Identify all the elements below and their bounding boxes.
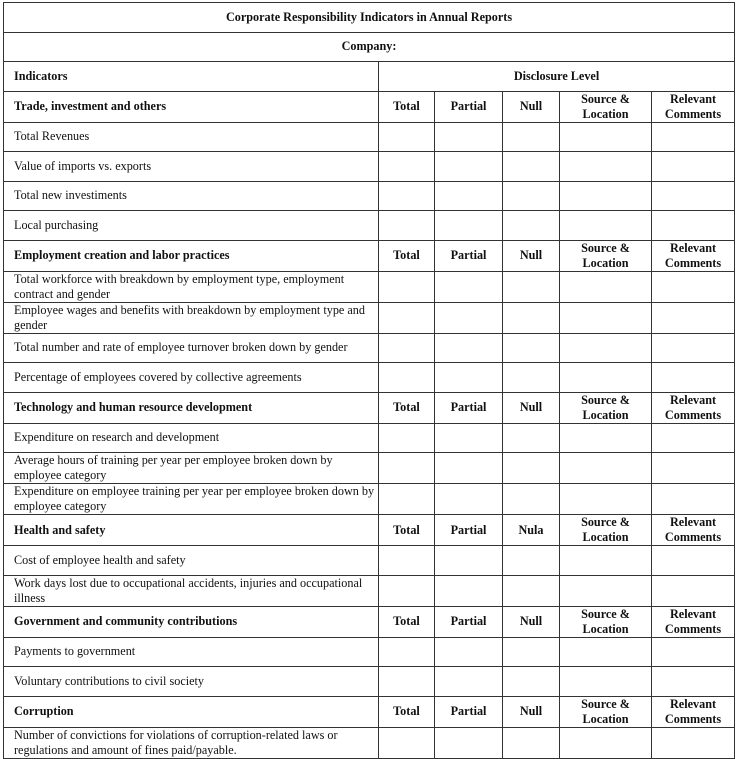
- cell-relevant-comments[interactable]: [652, 637, 735, 667]
- cell-total[interactable]: [379, 152, 435, 182]
- indicator-row: [4, 181, 735, 211]
- indicator-label: Local purchasing: [4, 211, 379, 241]
- column-header-relevant-comments: Relevant Comments: [652, 696, 735, 727]
- column-header-partial: Partial: [435, 515, 503, 546]
- cell-total[interactable]: [379, 667, 435, 697]
- indicator-row: [4, 423, 735, 453]
- indicator-row: [4, 546, 735, 576]
- cell-partial[interactable]: [435, 363, 503, 393]
- cell-null[interactable]: [503, 363, 560, 393]
- cell-source-location[interactable]: [560, 333, 652, 363]
- cell-partial[interactable]: [435, 637, 503, 667]
- column-header-source-location: Source & Location: [560, 392, 652, 423]
- cell-null[interactable]: [503, 302, 560, 333]
- cell-relevant-comments[interactable]: [652, 302, 735, 333]
- cell-partial[interactable]: [435, 333, 503, 363]
- cell-null[interactable]: [503, 484, 560, 515]
- cell-partial[interactable]: [435, 211, 503, 241]
- indicator-row: [4, 363, 735, 393]
- column-header-relevant-comments: Relevant Comments: [652, 392, 735, 423]
- cell-total[interactable]: [379, 302, 435, 333]
- indicator-label: Voluntary contributions to civil society: [4, 667, 379, 697]
- cell-partial[interactable]: [435, 423, 503, 453]
- section-header-row: [4, 392, 735, 423]
- cell-total[interactable]: [379, 575, 435, 606]
- indicator-label: Cost of employee health and safety: [4, 546, 379, 576]
- indicator-row: [4, 575, 735, 606]
- column-header-relevant-comments: Relevant Comments: [652, 515, 735, 546]
- cell-source-location[interactable]: [560, 546, 652, 576]
- section-title: Corruption: [4, 696, 379, 727]
- cell-total[interactable]: [379, 211, 435, 241]
- indicator-label: Expenditure on employee training per year per employee broken down by employee category: [4, 484, 379, 515]
- indicator-row: [4, 453, 735, 484]
- cell-partial[interactable]: [435, 667, 503, 697]
- column-header-partial: Partial: [435, 696, 503, 727]
- column-header-relevant-comments: Relevant Comments: [652, 91, 735, 122]
- indicators-header: Indicators: [4, 62, 379, 92]
- cell-total[interactable]: [379, 333, 435, 363]
- indicator-row: [4, 333, 735, 363]
- cell-null[interactable]: [503, 637, 560, 667]
- cell-relevant-comments[interactable]: [652, 546, 735, 576]
- cell-total[interactable]: [379, 453, 435, 484]
- cell-relevant-comments[interactable]: [652, 122, 735, 152]
- cell-source-location[interactable]: [560, 637, 652, 667]
- column-header-total: Total: [379, 606, 435, 637]
- cell-total[interactable]: [379, 363, 435, 393]
- section-header-row: [4, 240, 735, 271]
- cell-total[interactable]: [379, 271, 435, 302]
- cell-relevant-comments[interactable]: [652, 152, 735, 182]
- cell-source-location[interactable]: [560, 484, 652, 515]
- cell-null[interactable]: [503, 423, 560, 453]
- cell-total[interactable]: [379, 484, 435, 515]
- cell-null[interactable]: [503, 546, 560, 576]
- cell-partial[interactable]: [435, 271, 503, 302]
- indicator-row: [4, 484, 735, 515]
- cell-total[interactable]: [379, 181, 435, 211]
- indicator-row: [4, 667, 735, 697]
- indicator-row: [4, 122, 735, 152]
- column-header-null: Null: [503, 696, 560, 727]
- cell-partial[interactable]: [435, 484, 503, 515]
- cell-null[interactable]: [503, 211, 560, 241]
- indicator-row: [4, 211, 735, 241]
- cell-relevant-comments[interactable]: [652, 181, 735, 211]
- cell-partial[interactable]: [435, 546, 503, 576]
- section-header-row: [4, 696, 735, 727]
- cell-relevant-comments[interactable]: [652, 333, 735, 363]
- section-title: Technology and human resource development: [4, 392, 379, 423]
- cell-partial[interactable]: [435, 181, 503, 211]
- indicator-row: [4, 302, 735, 333]
- section-title: Trade, investment and others: [4, 91, 379, 122]
- cell-source-location[interactable]: [560, 211, 652, 241]
- indicator-row: [4, 727, 735, 758]
- column-header-source-location: Source & Location: [560, 606, 652, 637]
- cell-null[interactable]: [503, 453, 560, 484]
- cell-relevant-comments[interactable]: [652, 211, 735, 241]
- indicator-label: Total number and rate of employee turnover broken down by gender: [4, 333, 379, 363]
- cell-null[interactable]: [503, 575, 560, 606]
- cell-partial[interactable]: [435, 727, 503, 758]
- column-header-partial: Partial: [435, 606, 503, 637]
- cell-source-location[interactable]: [560, 727, 652, 758]
- cell-source-location[interactable]: [560, 575, 652, 606]
- indicator-label: Number of convictions for violations of corruption-related laws or regulations and amount of fines paid/payable.: [4, 727, 379, 758]
- cell-partial[interactable]: [435, 122, 503, 152]
- column-header-null: Nula: [503, 515, 560, 546]
- section-title: Government and community contributions: [4, 606, 379, 637]
- column-header-relevant-comments: Relevant Comments: [652, 606, 735, 637]
- cell-source-location[interactable]: [560, 363, 652, 393]
- cell-null[interactable]: [503, 727, 560, 758]
- cell-relevant-comments[interactable]: [652, 423, 735, 453]
- cell-total[interactable]: [379, 637, 435, 667]
- column-header-source-location: Source & Location: [560, 515, 652, 546]
- cell-relevant-comments[interactable]: [652, 575, 735, 606]
- section-header-row: [4, 606, 735, 637]
- column-header-partial: Partial: [435, 240, 503, 271]
- disclosure-level-header: Disclosure Level: [379, 62, 735, 92]
- cell-partial[interactable]: [435, 152, 503, 182]
- cell-relevant-comments[interactable]: [652, 667, 735, 697]
- section-title: Employment creation and labor practices: [4, 240, 379, 271]
- cell-null[interactable]: [503, 333, 560, 363]
- company-label: Company:: [4, 32, 735, 62]
- cell-source-location[interactable]: [560, 423, 652, 453]
- indicator-label: Total new investiments: [4, 181, 379, 211]
- cell-source-location[interactable]: [560, 122, 652, 152]
- indicator-label: Average hours of training per year per employee broken down by employee category: [4, 453, 379, 484]
- cell-relevant-comments[interactable]: [652, 453, 735, 484]
- cell-total[interactable]: [379, 122, 435, 152]
- cell-total[interactable]: [379, 423, 435, 453]
- cell-null[interactable]: [503, 271, 560, 302]
- cell-null[interactable]: [503, 122, 560, 152]
- cell-relevant-comments[interactable]: [652, 727, 735, 758]
- indicator-row: [4, 271, 735, 302]
- indicator-label: Payments to government: [4, 637, 379, 667]
- column-header-null: Null: [503, 240, 560, 271]
- section-header-row: [4, 515, 735, 546]
- cell-source-location[interactable]: [560, 181, 652, 211]
- cell-source-location[interactable]: [560, 271, 652, 302]
- section-title: Health and safety: [4, 515, 379, 546]
- cell-relevant-comments[interactable]: [652, 363, 735, 393]
- indicator-row: [4, 637, 735, 667]
- indicator-label: Employee wages and benefits with breakdown by employment type and gender: [4, 302, 379, 333]
- column-header-null: Null: [503, 392, 560, 423]
- indicators-table: [3, 2, 735, 759]
- cell-source-location[interactable]: [560, 152, 652, 182]
- cell-null[interactable]: [503, 152, 560, 182]
- indicator-row: [4, 152, 735, 182]
- indicator-label: Work days lost due to occupational accidents, injuries and occupational illness: [4, 575, 379, 606]
- cell-partial[interactable]: [435, 302, 503, 333]
- cell-source-location[interactable]: [560, 667, 652, 697]
- column-header-relevant-comments: Relevant Comments: [652, 240, 735, 271]
- section-header-row: [4, 91, 735, 122]
- table-title: Corporate Responsibility Indicators in Annual Reports: [4, 3, 735, 33]
- column-header-source-location: Source & Location: [560, 696, 652, 727]
- column-header-total: Total: [379, 240, 435, 271]
- cell-relevant-comments[interactable]: [652, 484, 735, 515]
- column-header-null: Null: [503, 606, 560, 637]
- column-header-source-location: Source & Location: [560, 240, 652, 271]
- indicator-label: Percentage of employees covered by collective agreements: [4, 363, 379, 393]
- cell-source-location[interactable]: [560, 302, 652, 333]
- indicator-label: Total Revenues: [4, 122, 379, 152]
- column-header-total: Total: [379, 392, 435, 423]
- cell-total[interactable]: [379, 546, 435, 576]
- column-header-total: Total: [379, 696, 435, 727]
- cell-partial[interactable]: [435, 453, 503, 484]
- column-header-null: Null: [503, 91, 560, 122]
- indicator-label: Value of imports vs. exports: [4, 152, 379, 182]
- cell-null[interactable]: [503, 181, 560, 211]
- column-header-source-location: Source & Location: [560, 91, 652, 122]
- cell-partial[interactable]: [435, 575, 503, 606]
- column-header-partial: Partial: [435, 392, 503, 423]
- cell-relevant-comments[interactable]: [652, 271, 735, 302]
- cell-source-location[interactable]: [560, 453, 652, 484]
- column-header-partial: Partial: [435, 91, 503, 122]
- column-header-total: Total: [379, 91, 435, 122]
- indicator-label: Total workforce with breakdown by employment type, employment contract and gender: [4, 271, 379, 302]
- cell-null[interactable]: [503, 667, 560, 697]
- column-header-total: Total: [379, 515, 435, 546]
- cell-total[interactable]: [379, 727, 435, 758]
- indicator-label: Expenditure on research and development: [4, 423, 379, 453]
